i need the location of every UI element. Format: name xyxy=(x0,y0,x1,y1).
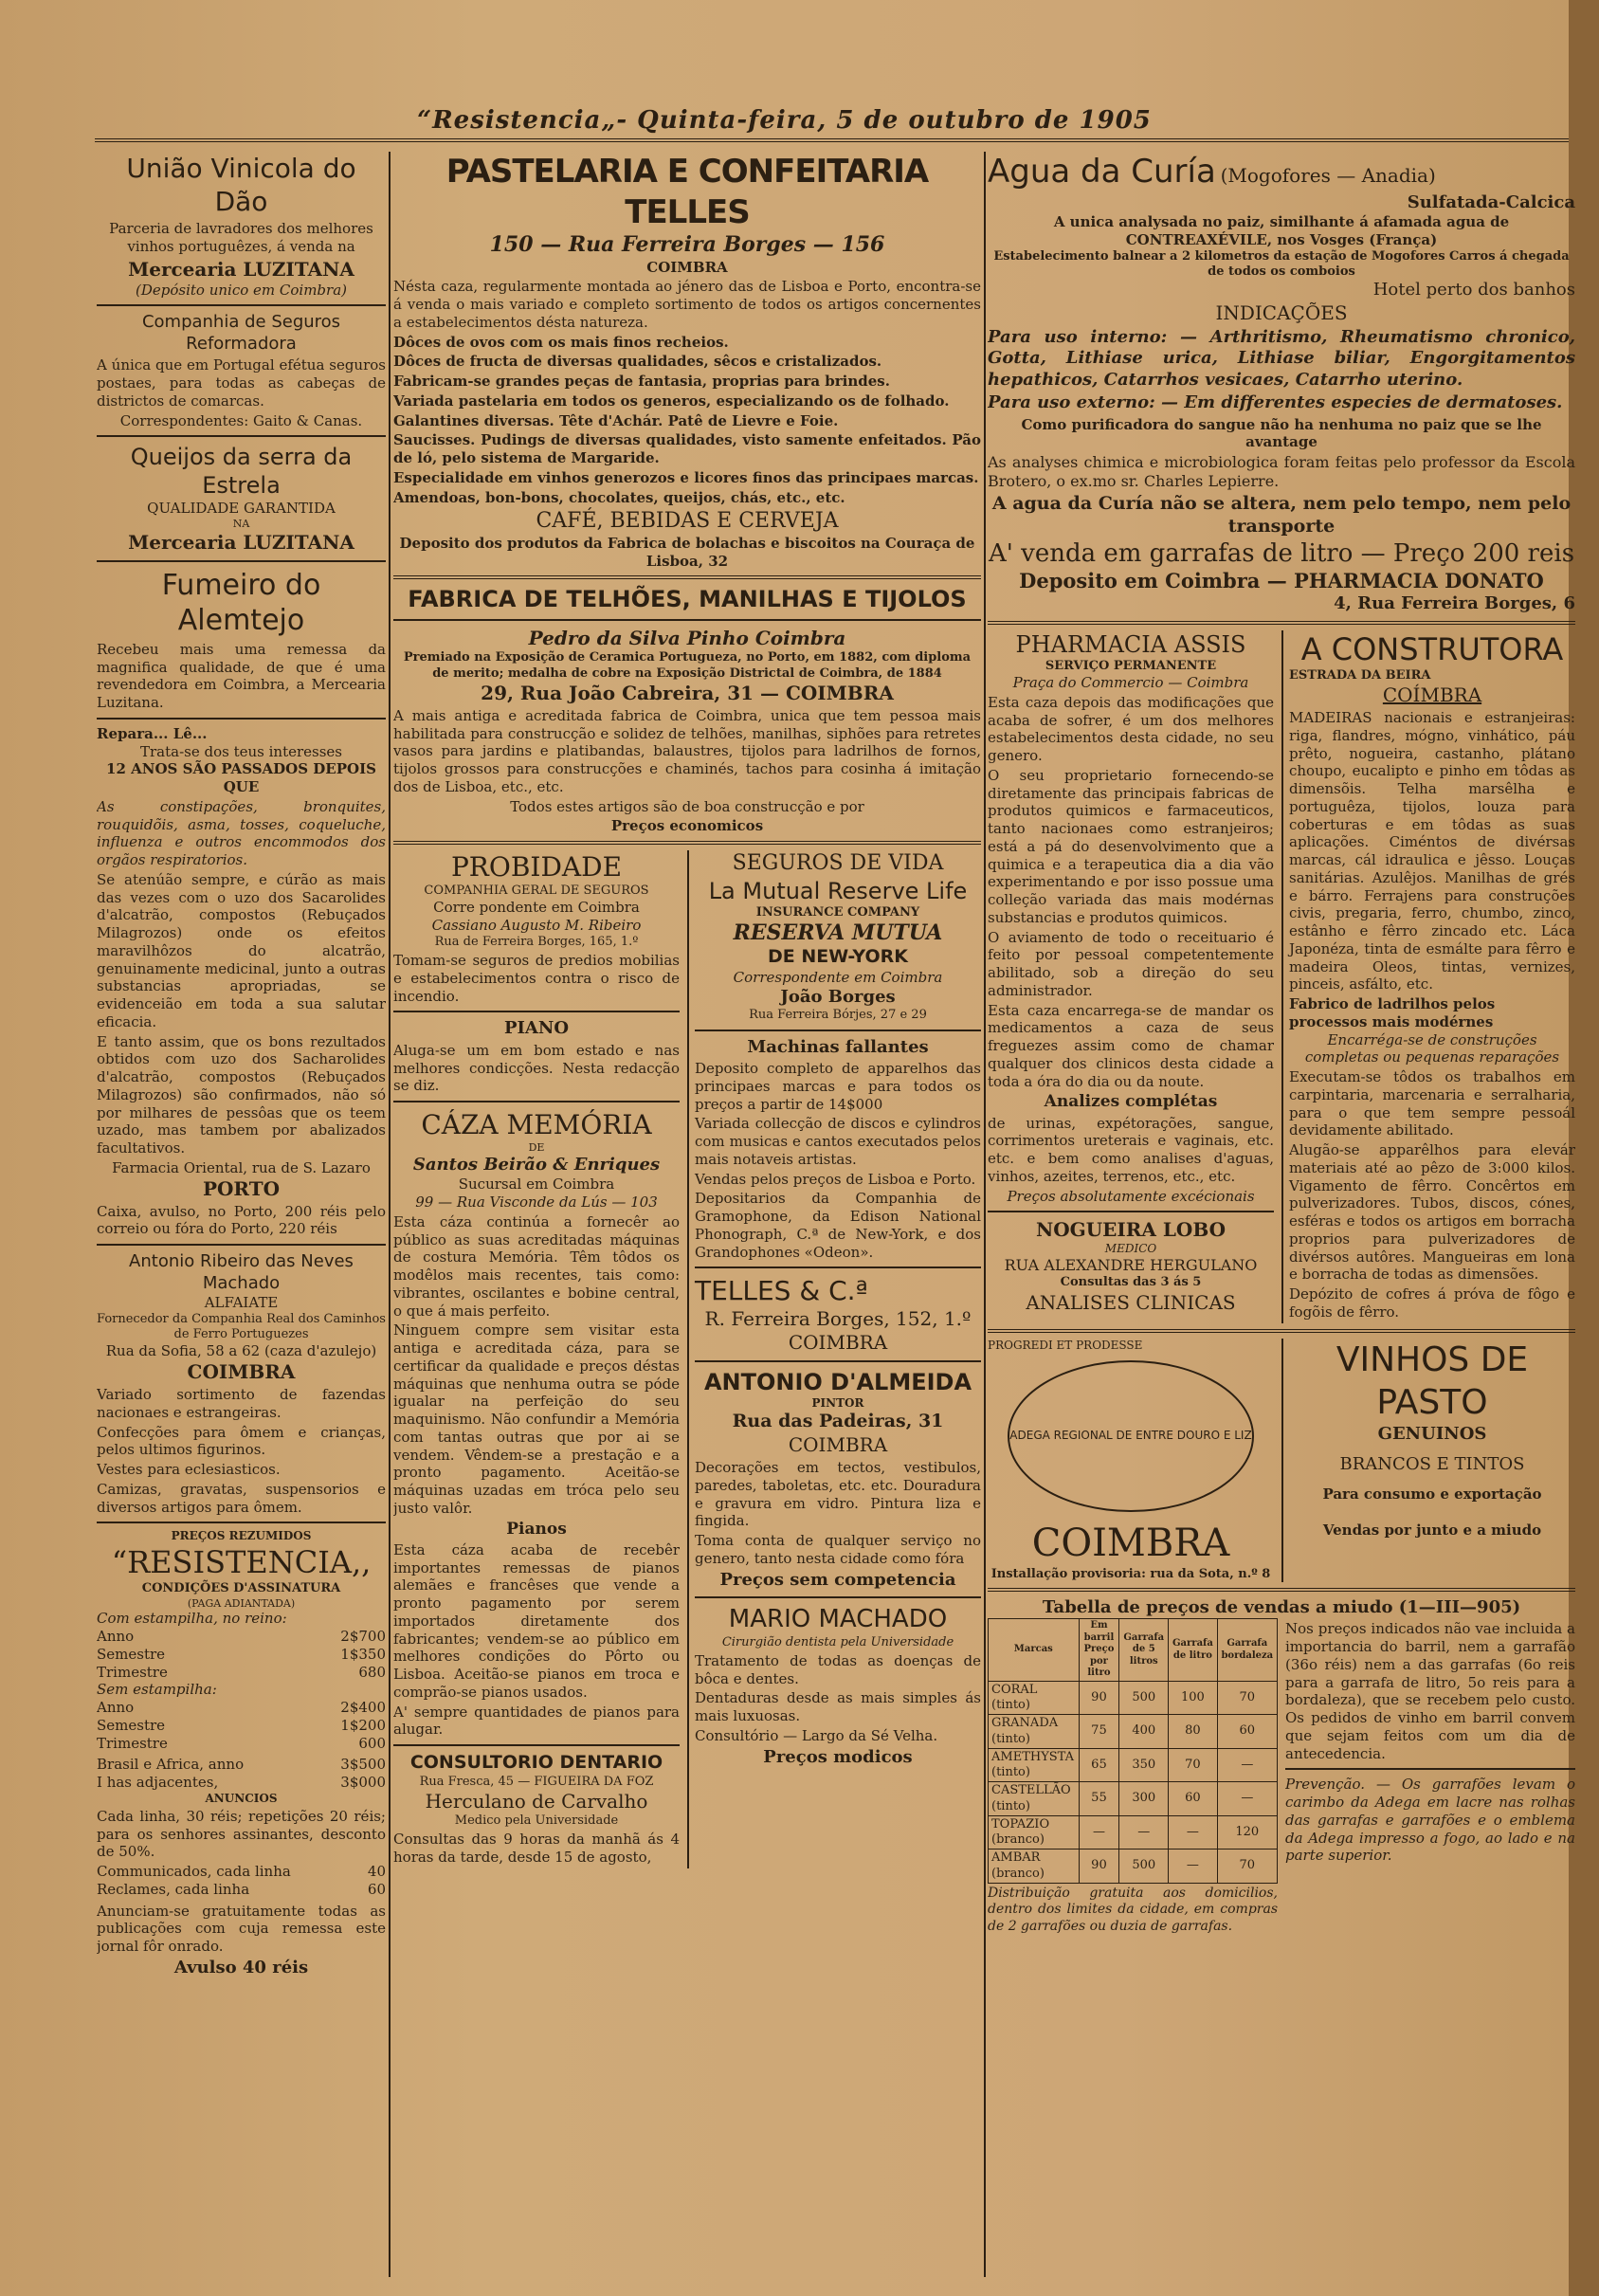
fabrica-address: 29, Rua João Cabreira, 31 — COIMBRA xyxy=(481,681,894,704)
anos-text2: Se atenúão sempre, e cúrão as mais das vezes com o uzo dos Sacarolides d'alcatrão, compostos (Rebuçados Milagrozos) onde os efeitos maravilhôzos do alcatrão, genuinamente medicinal, junto a outras substancias apropriadas, se evidenceião em toda a sua salutar eficacia. xyxy=(97,870,386,1030)
table-cell: AMBAR (branco) xyxy=(989,1850,1080,1884)
avulso: Avulso 40 réis xyxy=(173,1957,309,1977)
sulfatada: Sulfatada-Calcica xyxy=(1407,191,1575,212)
uso-externo: Para uso externo: — Em differentes especies de dermatoses. xyxy=(988,392,1563,412)
price-row xyxy=(97,1717,386,1735)
price-label: Semestre xyxy=(97,1716,166,1734)
mario-text: Tratamento de todas as doenças de bôca e dentes. xyxy=(695,1651,981,1687)
dentario-name: Herculano de Carvalho xyxy=(425,1790,648,1813)
construtora-text: MADEIRAS nacionais e estranjeiras: riga, flandres, mógno, vinhático, páu prêto, nogueira, castanho, plátano choupo, eucalipto e pinho em tôdas as dimensõis. Telha marsêlha e portuguêza, tijolos, louza para coberturas e em tôdas as suas aplicações. Ciméntos de divérsas marcas, cál idraulica e jêsso. Louças sanitárias. Azulêjos. Manilhas de grés e bárro. Ferrajens para construções civis, pregaria, ferro, chumbo, zinco, estânho e fêrro zincado etc. Láca Japonéza, tinta de esmálte para fêrro e madeira Oleos, tintas, vernizes, pinceis, asfálto, etc. xyxy=(1289,709,1575,993)
notes-block xyxy=(1285,1618,1575,1937)
com-estampilha: Com estampilha, no reino: xyxy=(97,1610,287,1628)
table-cell: 350 xyxy=(1119,1748,1169,1782)
anunciam: Anunciam-se gratuitamente todas as publicações com cuja remessa este jornal fôr onrado. xyxy=(97,1902,386,1955)
mario-sub: Cirurgião dentista pela Universidade xyxy=(721,1634,954,1649)
table-cell: GRANADA (tinto) xyxy=(989,1715,1080,1749)
joao-borges: João Borges xyxy=(780,986,896,1007)
table-cell: 60 xyxy=(1217,1715,1277,1749)
table-cell: 60 xyxy=(1169,1782,1217,1816)
rua-sofia: Rua da Sofia, 58 a 62 (caza d'azulejo) xyxy=(105,1342,377,1360)
anos-text: As constipações, bronquites, rouquidõis, asma, tosses, coqueluche, influenza e outros encommodos dos orgãos respiratorios. xyxy=(97,797,386,868)
analyses: As analyses chimica e microbiologica foram feitas pelo professor da Escola Brotero, o ex.mo sr. Charles Lepierre. xyxy=(988,453,1575,490)
memoria-address: 99 — Rua Visconde da Lús — 103 xyxy=(415,1194,658,1211)
pastelaria-item: Saucisses. Pudings de diversas qualidades, visto samente enfeitados. Pão de ló, pelo sistema de Margaride. xyxy=(393,431,981,466)
porto: PORTO xyxy=(202,1176,281,1200)
brancos-tintos: BRANCOS E TINTOS xyxy=(1339,1454,1525,1474)
price-table-block xyxy=(988,1618,1278,1937)
uniao-title: União Vinicola do Dão xyxy=(126,153,356,217)
mutual-title: La Mutual Reserve Life xyxy=(708,877,968,904)
price-value: 40 xyxy=(367,1863,386,1880)
nao-altera: A agua da Curía não se altera, nem pelo tempo, nem pelo transporte xyxy=(991,493,1572,537)
curia-text: A unica analysada no paiz, similhante á afamada agua de CONTREAXÉVILE, nos Vosges (França) xyxy=(1053,213,1510,248)
memoria-names: Santos Beirão & Enriques xyxy=(412,1154,661,1175)
table-cell: 300 xyxy=(1119,1782,1169,1816)
price-row xyxy=(97,1628,386,1646)
resistencia-title: “RESISTENCIA,, xyxy=(111,1544,372,1581)
curia-estabelecimento: Estabelecimento balnear a 2 kilometros da estação de Mogofores Carros á chegada de todos os comboios xyxy=(993,248,1570,279)
column-divider xyxy=(389,152,391,2277)
pianos-text: Esta cáza acaba de recebêr importantes remessas de pianos alemães e francêses que vende a pronto pagamento por serem importados diretamente dos fabricantes; vendem-se ao público em melhores condições do Pôrto ou Lisboa. Aceitão-se pianos em troca e comprão-se pianos usados. xyxy=(393,1540,680,1701)
seguros-text: A única que em Portugal efétua seguros postaes, para todas as cabeças de districtos de comarcas. xyxy=(97,356,386,410)
confeccoes: Confecções para ômem e crianças, pelos ultimos figurinos. xyxy=(97,1423,386,1459)
table-cell: 90 xyxy=(1079,1681,1119,1715)
curia-title: Agua da Curía xyxy=(988,153,1216,191)
dentario-text: Consultas das 9 horas da manhã ás 4 horas da tarde, desde 15 de agosto, xyxy=(393,1831,680,1866)
construtora-text: Executam-se tôdos os trabalhos em carpintaria, marcenaria e serralharia, para o que tem sempre pessoál devidamente abilitado. xyxy=(1289,1068,1575,1139)
table-header-cell: Garrafa de litro xyxy=(1169,1619,1217,1682)
almeida-text: Toma conta de qualquer serviço no genero, tanto nesta cidade como fóra xyxy=(695,1532,981,1567)
pastelaria-item: Variada pastelaria em todos os generos, especializando os de folhado. xyxy=(393,392,950,410)
pianos-title: Pianos xyxy=(506,1519,567,1539)
pastelaria-title: PASTELARIA E CONFEITARIA TELLES xyxy=(445,153,929,231)
assis-text: Esta caza depois das modificações que acaba de sofrer, é um dos melhores estabelecimentos desta cidade, no seu genero. xyxy=(988,693,1274,764)
price-row xyxy=(97,1774,386,1792)
seguros-corr: Correspondentes: Gaito & Canas. xyxy=(119,411,363,429)
price-label: Reclames, cada linha xyxy=(97,1880,250,1898)
table-cell: — xyxy=(1217,1782,1277,1816)
venda-garrafas: A' venda em garrafas de litro — Preço 200 reis xyxy=(988,538,1575,568)
price-value: 2$700 xyxy=(340,1628,386,1645)
indicacoes: INDICAÇÕES xyxy=(1215,301,1348,324)
fumeiro-title: Fumeiro do Alemtejo xyxy=(161,568,321,638)
fornecedor: Fornecedor da Companhia Real dos Caminhos de Ferro Portuguezes xyxy=(97,1311,386,1341)
price-value: 600 xyxy=(358,1734,386,1752)
table-cell: 70 xyxy=(1169,1748,1217,1782)
repara: Repara... Lê... xyxy=(97,724,208,742)
price-label: Semestre xyxy=(97,1645,166,1663)
adega-install: Installação provisoria: rua da Sota, n.º 8 xyxy=(990,1566,1271,1581)
fabrica-title: FABRICA DE TELHÕES, MANILHAS E TIJOLOS xyxy=(408,586,967,613)
table-cell: — xyxy=(1119,1815,1169,1850)
dentario-address: Rua Fresca, 45 — FIGUEIRA DA FOZ xyxy=(419,1774,654,1789)
pastelaria-item: Dôces de ovos com os mais finos recheios. xyxy=(393,333,729,351)
variado: Variado sortimento de fazendas nacionaes e estrangeiras. xyxy=(97,1386,386,1421)
price-table xyxy=(988,1618,1278,1884)
price-row xyxy=(97,1646,386,1664)
probidade-address: Rua de Ferreira Borges, 165, 1.º xyxy=(434,934,639,949)
prices-anuncios xyxy=(97,1863,386,1899)
fabrica-text: A mais antiga e acreditada fabrica de Coimbra, unica que tem pessoa mais habilitada para construcção e solidez de telhões, manilhas, siphões para retretes vasos para jardins e platibandas, balaustres, tijolos para ladrilhos de fornos, tijolos grossos para construcções e chaminés, tachos para cosinha á imitação dos de Lisboa, etc., etc. xyxy=(393,706,981,795)
pastelaria-city: COIMBRA xyxy=(646,258,728,276)
pastelaria-item: Dôces de fructa de diversas qualidades, sêcos e cristalizados. xyxy=(393,353,882,371)
vinhos-title: VINHOS DE PASTO xyxy=(1336,1339,1529,1422)
uniao-text: Parceria de lavradores dos melhores vinhos portuguêzes, á venda na xyxy=(109,220,373,255)
table-cell: 70 xyxy=(1217,1681,1277,1715)
table-cell: AMETHYSTA (tinto) xyxy=(989,1748,1080,1782)
machinas-text: Deposito completo de apparelhos das principaes marcas e para todos os preços a partir de 14$000 xyxy=(695,1060,981,1113)
pastelaria-text: Nésta caza, regularmente montada ao jénero das de Lisboa e Porto, encontra-se á venda o mais variado e completo sortimento de todos os artigos concernentes a estabelecimentos désta natureza. xyxy=(393,278,981,331)
camisas: Camizas, gravatas, suspensorios e diversos artigos para ômem. xyxy=(97,1480,386,1516)
table-cell: 400 xyxy=(1119,1715,1169,1749)
table-cell: 120 xyxy=(1217,1815,1277,1850)
distribuicao: Distribuição gratuita aos domicilios, dentro dos limites da cidade, em compras de 2 garrafões ou duzia de garrafas. xyxy=(988,1885,1278,1934)
price-label: Anno xyxy=(97,1628,135,1645)
coimbra: COIMBRA xyxy=(187,1360,296,1383)
almeida-pintor: PINTOR xyxy=(811,1396,864,1411)
table-cell: 100 xyxy=(1169,1681,1217,1715)
anos-text3: E tanto assim, que os bons rezultados obtidos com uzo dos Sacharolides d'alcatrão, compostos (Rebuçados Milagrozos) são confirmados, não só por milhares de pessôas que os teem uzado, mas tambem por abalizados facultativos. xyxy=(97,1032,386,1157)
vinhos-block xyxy=(1281,1339,1575,1582)
almeida-title: ANTONIO D'ALMEIDA xyxy=(703,1369,972,1396)
price-value: 3$000 xyxy=(340,1774,386,1791)
cafe-bebidas: CAFÉ, BEBIDAS E CERVEJA xyxy=(536,509,839,534)
uniao-store: Mercearia LUZITANA xyxy=(128,257,354,281)
fabrica-todos: Todos estes artigos são de boa construcção e por xyxy=(510,797,864,815)
assis-location: Praça do Commercio — Coimbra xyxy=(1012,674,1249,691)
column-left xyxy=(97,152,386,2277)
antonio-title: Antonio Ribeiro das Neves Machado xyxy=(129,1251,354,1293)
adega-emblem xyxy=(1008,1360,1254,1512)
anos-title: 12 ANOS SÃO PASSADOS DEPOIS QUE xyxy=(106,760,376,795)
analizes-text: de urinas, expétorações, sangue, corrimentos ureterais e vaginais, etc. etc. e bem como analises d'aguas, vinhos, azeites, terrenos, etc., etc. xyxy=(988,1114,1274,1185)
table-cell: CORAL (tinto) xyxy=(989,1681,1080,1715)
table-cell: — xyxy=(1217,1748,1277,1782)
fabrica-premiado: Premiado na Exposição de Ceramica Portugueza, no Porto, em 1882, com diploma de merito; medalha de cobre na Exposição Districtal de Coimbra, de 1884 xyxy=(403,650,972,681)
page-header: “Resistencia„- Quinta-feira, 5 de outubro de 1905 xyxy=(417,106,1152,135)
table-row xyxy=(989,1850,1278,1884)
assis-title: PHARMACIA ASSIS xyxy=(1015,630,1246,658)
encarrega: Encarréga-se de construções completas ou pequenas reparações xyxy=(1304,1030,1560,1066)
memoria-sucursal: Sucursal em Coimbra xyxy=(458,1175,615,1194)
nogueira-medico: MEDICO xyxy=(1104,1242,1157,1256)
mario-title: MARIO MACHADO xyxy=(728,1605,948,1633)
tabella-title: Tabella de preços de vendas a miudo (1—III—905) xyxy=(1042,1596,1521,1617)
table-cell: — xyxy=(1079,1815,1119,1850)
dentario-sub: Medico pela Universidade xyxy=(454,1813,619,1828)
adega-city: COIMBRA xyxy=(1031,1521,1230,1565)
almeida-precos: Preços sem competencia xyxy=(719,1569,956,1590)
right-subcolumn-right xyxy=(1281,630,1575,1323)
table-cell: 65 xyxy=(1079,1748,1119,1782)
price-value: 3$500 xyxy=(340,1756,386,1774)
adega-ring-text: ADEGA REGIONAL DE ENTRE DOURO E LIZ xyxy=(1009,1429,1252,1442)
farmacia: Farmacia Oriental, rua de S. Lazaro xyxy=(112,1158,371,1176)
table-header-cell: Garrafa bordaleza xyxy=(1217,1619,1277,1682)
column-right xyxy=(988,152,1575,2277)
table-cell: CASTELLÃO (tinto) xyxy=(989,1782,1080,1816)
pastelaria-item: Galantines diversas. Tête d'Achár. Patê de Lievre e Foie. xyxy=(393,411,839,429)
mario-precos: Preços modicos xyxy=(763,1746,913,1767)
piano-text: Aluga-se um em bom estado e nas melhores condicções. Nesta redacção se diz. xyxy=(393,1041,680,1095)
de-new-york: DE NEW-YORK xyxy=(767,946,909,968)
probidade-corr: Corre pondente em Coimbra xyxy=(433,899,640,917)
right-subcolumn-left xyxy=(988,630,1274,1323)
mario-text: Dentaduras desde as mais simples ás mais luxuosas. xyxy=(695,1689,981,1724)
pastelaria-address: 150 — Rua Ferreira Borges — 156 xyxy=(489,232,885,257)
uniao-note: (Depósito unico em Coimbra) xyxy=(136,281,347,299)
price-value: 680 xyxy=(358,1663,386,1681)
uso-interno: Para uso interno: — Arthritismo, Rheumatismo chronico, Gotta, Lithiase urica, Lithiase biliar, Engorgitamentos hepathicos, Catarrhos vesicaes, Catarrho uterino. xyxy=(988,326,1575,390)
mario-text: Consultório — Largo da Sé Velha. xyxy=(695,1726,938,1744)
pastelaria-item: Amendoas, bon-bons, chocolates, queijos, chás, etc., etc. xyxy=(393,488,845,506)
price-label: Communicados, cada linha xyxy=(97,1863,291,1880)
table-cell: TOPAZIO (branco) xyxy=(989,1815,1080,1850)
middle-subcolumn-left xyxy=(393,850,680,1868)
table-cell: 80 xyxy=(1169,1715,1217,1749)
prices-sem xyxy=(97,1699,386,1752)
table-row xyxy=(989,1782,1278,1816)
seguros-vida: SEGUROS DE VIDA xyxy=(732,851,944,875)
pastelaria-item: Especialidade em vinhos generozos e licores finos das principaes marcas. xyxy=(393,468,979,486)
table-cell: 70 xyxy=(1217,1850,1277,1884)
machinas-text: Vendas pelos preços de Lisboa e Porto. xyxy=(695,1170,976,1188)
queijos-quality: QUALIDADE GARANTIDA xyxy=(147,500,336,518)
almeida-address: Rua das Padeiras, 31 xyxy=(732,1411,944,1432)
probidade-name: Cassiano Augusto M. Ribeiro xyxy=(431,917,642,934)
fabrica-precos: Preços economicos xyxy=(610,817,764,835)
nogueira-address: RUA ALEXANDRE HERGULANO xyxy=(1004,1256,1258,1275)
assis-text: O aviamento de todo o receituario é feito por pessoal competentemente abilitado, sob a direção do seu administrador. xyxy=(988,928,1274,999)
telles-title: TELLES & C.ª xyxy=(695,1275,868,1307)
table-cell: 500 xyxy=(1119,1681,1169,1715)
almeida-text: Decorações em tectos, vestibulos, paredes, taboletas, etc. etc. Douradura e gravura em vidro. Pintura liza e fingida. xyxy=(695,1459,981,1530)
price-label: Brasil e Africa, anno xyxy=(97,1756,245,1774)
table-row xyxy=(989,1815,1278,1850)
adega-logo-block xyxy=(988,1339,1274,1582)
price-row xyxy=(97,1735,386,1753)
ladrilhos: Fabrico de ladrilhos pelos processos mais modérnes xyxy=(1289,995,1496,1030)
condicoes: CONDIÇÕES D'ASSINATURA xyxy=(141,1581,341,1596)
pianos-text: A' sempre quantidades de pianos para alugar. xyxy=(393,1703,680,1739)
table-row xyxy=(989,1715,1278,1749)
dentario-title: CONSULTORIO DENTARIO xyxy=(409,1752,663,1773)
middle-subcolumn-right xyxy=(687,850,981,1868)
construtora-estrada: ESTRADA DA BEIRA xyxy=(1289,667,1431,683)
repara-sub: Trata-se dos teus interesses xyxy=(139,742,342,760)
table-cell: 75 xyxy=(1079,1715,1119,1749)
piano-title: PIANO xyxy=(503,1018,570,1039)
correspondente: Correspondente em Coimbra xyxy=(733,969,943,986)
deposito-bolachas: Deposito dos produtos da Fabrica de bolachas e biscoitos na Couraça de Lisboa, 32 xyxy=(399,534,975,570)
machinas-text: Depositarios da Companhia de Gramophone, da Edison National Phonograph, C.ª de New-York, e dos Grandophones «Odeon». xyxy=(695,1190,981,1261)
construtora-title: A CONSTRUTORA xyxy=(1300,630,1564,667)
nos-precos: Nos preços indicados não vae incluida a importancia do barril, nem a garrafão (36o réis) nem a das garrafas (6o reis para a garrafa de litro, 5o reis para a bordaleza), que se recebem pelo custo. Os pedidos de vinho em barril convem que sejam feitos com um dia de antecedencia. xyxy=(1285,1620,1575,1762)
assis-sub: SERVIÇO PERMANENTE xyxy=(1045,658,1217,673)
price-value: 2$400 xyxy=(340,1699,386,1716)
price-value: 60 xyxy=(367,1880,386,1898)
table-body xyxy=(989,1681,1278,1883)
price-row xyxy=(97,1881,386,1899)
sem-estampilha: Sem estampilha: xyxy=(97,1681,217,1699)
prices-com xyxy=(97,1628,386,1681)
prices-brasil xyxy=(97,1756,386,1792)
header-rule xyxy=(95,138,1569,142)
table-cell: — xyxy=(1169,1850,1217,1884)
price-value: 1$200 xyxy=(340,1716,386,1734)
reserva-mutua: RESERVA MUTUA xyxy=(733,920,943,945)
seguros-title: Companhia de Seguros Reformadora xyxy=(141,312,341,354)
genuinos: GENUINOS xyxy=(1377,1423,1487,1444)
analizes-title: Analizes complétas xyxy=(1044,1092,1218,1112)
fabrica-owner: Pedro da Silva Pinho Coimbra xyxy=(528,627,846,650)
analises-clinicas: ANALISES CLINICAS xyxy=(1026,1290,1236,1314)
precos-excecionais: Preços absolutamente excécionais xyxy=(1007,1187,1255,1205)
queijos-na: NA xyxy=(232,518,250,530)
machinas-text: Variada collecção de discos e cylindros com musicas e cantos executados pelos mais notaveis artistas. xyxy=(695,1115,981,1168)
queijos-title: Queijos da serra da Estrela xyxy=(130,444,353,500)
assis-text: Esta caza encarrega-se de mandar os medicamentos a caza de seus freguezes assim como de chamar qualquer dos clinicos desta cidade a toda a óra do dia ou da noute. xyxy=(988,1001,1274,1090)
table-row xyxy=(989,1681,1278,1715)
construtora-text: Alugão-se apparêlhos para elevár materiais até ao pêzo de 3:000 kilos. Vigamento de fêrro. Concêrtos em pulverizadores. Tubos, discos, cónes, esféras e todos os artigos em borracha proprios para pulverizadores de divérsos autôres. Mangueiras em lona e borracha de todas as dimensões. xyxy=(1289,1141,1575,1284)
telles-address: R. Ferreira Borges, 152, 1.º xyxy=(704,1307,972,1331)
table-header-cell: Garrafa de 5 litros xyxy=(1119,1619,1169,1682)
rua-ferreira-borges: 4, Rua Ferreira Borges, 6 xyxy=(1334,593,1575,614)
probidade-sub: COMPANHIA GERAL DE SEGUROS xyxy=(424,884,649,898)
assis-text: O seu proprietario fornecendo-se diretamente das principais fabricas de produtos quimicos e farmaceuticos, tanto nacionaes como estranjeiros; está a pá do desenvolvimento que a quimica e a terapeutica dia a dia vão experimentando e por isso possue uma colleção variada das mais modérnas substancias e produtos quimicos. xyxy=(988,766,1274,926)
memoria-text: Ninguem compre sem visitar esta antiga e acreditada cáza, para se certificar da qualidade e preços déstas máquinas que nenhuma outra se póde igualar na perfeição do seu maquinismo. Não confundir a Memória com tantas outras que por ai se vendem. Vêndem-se a prestação e a pronto pagamento. Aceitão-se máquinas uzadas em tróca pelo seu justo valôr. xyxy=(393,1321,680,1517)
table-header-cell: Em barril Preço por litro xyxy=(1079,1619,1119,1682)
probidade-text: Tomam-se seguros de predios mobilias e estabelecimentos contra o risco de incendio. xyxy=(393,952,680,1005)
machinas-title: Machinas fallantes xyxy=(747,1036,929,1057)
prevencao: Prevenção. — Os garrafões levam o carimbo da Adega em lacre nas rolhas das garrafas e garrafões e o emblema da Adega impresso a fogo, ao lado e na parte superior. xyxy=(1285,1776,1575,1865)
vestes: Vestes para eclesiasticos. xyxy=(97,1461,281,1478)
telles-city: COIMBRA xyxy=(788,1331,888,1355)
alfaiate: ALFAIATE xyxy=(204,1294,279,1311)
memoria-text: Esta cáza continúa a fornecêr ao público as suas acreditadas máquinas de costura Memória. Têm tôdos os modêlos mais recentes, tais como: vibrantes, oscilantes e bobine central, o que á mais perfeito. xyxy=(393,1212,680,1320)
anuncios: ANUNCIOS xyxy=(205,1791,278,1805)
hotel: Hotel perto dos banhos xyxy=(1372,280,1575,300)
probidade-title: PROBIDADE xyxy=(450,851,623,883)
precos-rezumidos: PREÇOS REZUMIDOS xyxy=(171,1529,312,1543)
vendas: Vendas por junto e a miudo xyxy=(1322,1522,1542,1540)
insurance: INSURANCE COMPANY xyxy=(755,904,920,920)
price-label: Trimestre xyxy=(97,1734,168,1752)
price-label: Trimestre xyxy=(97,1663,168,1681)
fumeiro-text: Recebeu mais uma remessa da magnifica qualidade, de que é uma revendedora em Coimbra, a Mercearia Luzitana. xyxy=(97,640,386,711)
consumo: Para consumo e exportação xyxy=(1322,1485,1542,1503)
table-cell: 500 xyxy=(1119,1850,1169,1884)
queijos-store: Mercearia LUZITANA xyxy=(128,530,354,554)
price-row xyxy=(97,1756,386,1774)
price-value: 1$350 xyxy=(340,1645,386,1663)
price-row xyxy=(97,1863,386,1881)
construtora-text: Depózito de cofres á próva de fôgo e fogõis de fêrro. xyxy=(1289,1285,1575,1321)
deposito-donato: Deposito em Coimbra — PHARMACIA DONATO xyxy=(1019,569,1544,592)
adega-motto: PROGREDI ET PRODESSE xyxy=(988,1338,1143,1352)
paga-adiantada: (PAGA ADIANTADA) xyxy=(187,1596,296,1610)
price-label: I has adjacentes, xyxy=(97,1774,219,1791)
caixa-price: Caixa, avulso, no Porto, 200 réis pelo correio ou fóra do Porto, 220 réis xyxy=(97,1202,386,1238)
table-header-row xyxy=(989,1619,1278,1682)
pastelaria-item: Fabricam-se grandes peças de fantasia, proprias para brindes. xyxy=(393,373,890,390)
nogueira-title: NOGUEIRA LOBO xyxy=(1035,1218,1227,1242)
column-middle xyxy=(393,152,981,2277)
price-label: Anno xyxy=(97,1699,135,1716)
table-cell: — xyxy=(1169,1815,1217,1850)
price-row xyxy=(97,1664,386,1682)
table-cell: 55 xyxy=(1079,1782,1119,1816)
anuncios-text: Cada linha, 30 réis; repetições 20 réis; para os senhores assinantes, desconto de 50%. xyxy=(97,1807,386,1861)
column-divider xyxy=(984,152,986,2277)
price-row xyxy=(97,1699,386,1717)
curia-location: (Mogofores — Anadia) xyxy=(1220,164,1436,187)
table-cell: 90 xyxy=(1079,1850,1119,1884)
nogueira-consultas: Consultas das 3 ás 5 xyxy=(1060,1275,1202,1290)
table-header-cell: Marcas xyxy=(989,1619,1080,1682)
construtora-city: COÍMBRA xyxy=(1382,683,1482,706)
purificadora: Como purificadora do sangue não ha nenhuma no paiz que se lhe avantage xyxy=(1021,415,1542,451)
almeida-city: COIMBRA xyxy=(788,1433,888,1456)
memoria-title: CÁZA MEMÓRIA xyxy=(421,1109,652,1140)
rua-ferreira: Rua Ferreira Bórjes, 27 e 29 xyxy=(749,1008,927,1023)
memoria-de: DE xyxy=(528,1141,545,1154)
table-row xyxy=(989,1748,1278,1782)
